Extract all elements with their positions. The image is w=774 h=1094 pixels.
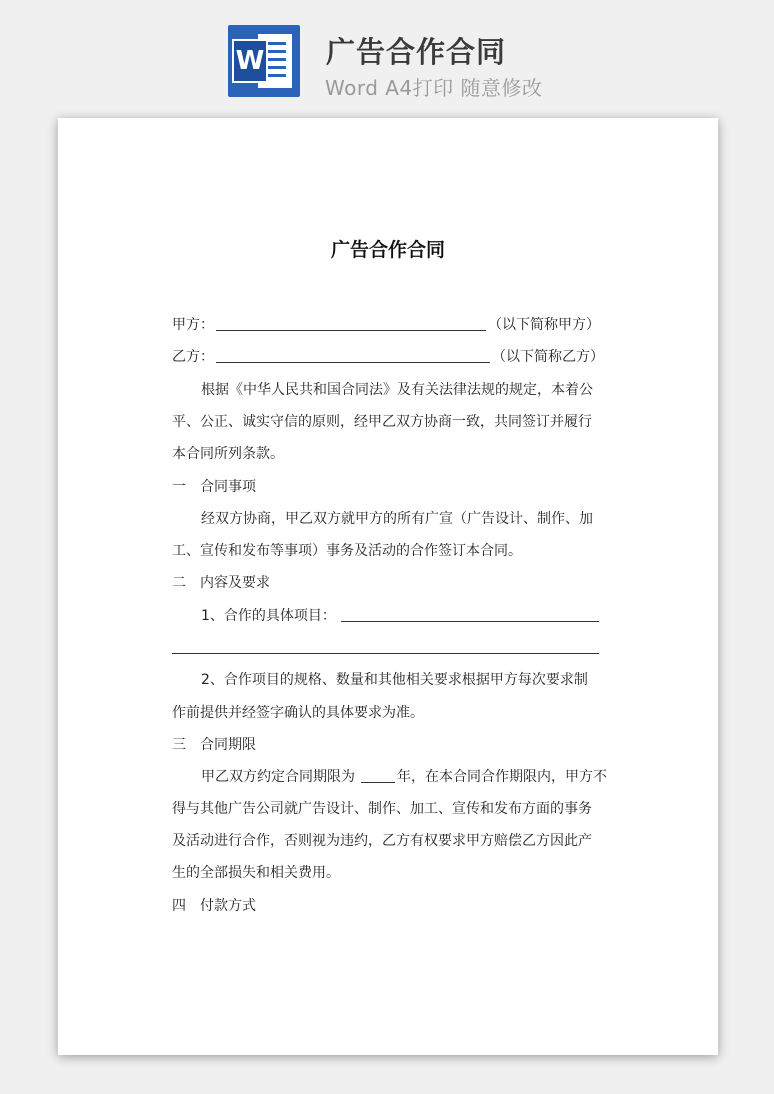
header-title: 广告合作合同 — [326, 35, 507, 69]
party-b-label: 乙方： — [172, 349, 214, 365]
party-a-blank[interactable] — [216, 330, 486, 331]
party-b-blank[interactable] — [216, 362, 490, 363]
intro-line: 根据《中华人民共和国合同法》及有关法律法规的规定，本着公 — [201, 382, 593, 398]
project-blank[interactable] — [341, 621, 599, 622]
section2-heading: 二 内容及要求 — [172, 575, 270, 591]
header-subtitle: Word A4打印 随意修改 — [325, 76, 543, 100]
word-icon — [228, 25, 300, 97]
document-title: 广告合作合同 — [330, 239, 445, 261]
header — [0, 0, 774, 110]
section1-line: 工、宣传和发布等事项）事务及活动的合作签订本合同。 — [172, 543, 522, 559]
section3-line: 生的全部损失和相关费用。 — [172, 865, 340, 881]
party-a-suffix: （以下简称甲方） — [488, 317, 600, 333]
section2-item2-line: 2、合作项目的规格、数量和其他相关要求根据甲方每次要求制 — [201, 672, 588, 688]
section2-item1: 1、合作的具体项目： — [201, 608, 336, 624]
project-blank-line2[interactable] — [172, 653, 599, 654]
section1-heading: 一 合同事项 — [172, 479, 256, 495]
section3-line1-a: 甲乙双方约定合同期限为 — [201, 769, 355, 785]
party-b-suffix: （以下简称乙方） — [492, 349, 604, 365]
intro-line: 本合同所列条款。 — [172, 446, 284, 462]
section3-line1-b: 年，在本合同合作期限内，甲方不 — [397, 769, 607, 785]
term-years-blank[interactable] — [361, 782, 395, 783]
party-a-label: 甲方： — [172, 317, 214, 333]
section4-heading: 四 付款方式 — [172, 898, 256, 914]
section1-line: 经双方协商，甲乙双方就甲方的所有广宣（广告设计、制作、加 — [201, 511, 593, 527]
section3-line: 得与其他广告公司就广告设计、制作、加工、宣传和发布方面的事务 — [172, 801, 592, 817]
section2-item2-line: 作前提供并经签字确认的具体要求为准。 — [172, 705, 424, 721]
section3-line: 及活动进行合作，否则视为违约，乙方有权要求甲方赔偿乙方因此产 — [172, 833, 592, 849]
word-icon-letter: W — [235, 46, 265, 76]
document-page — [58, 118, 718, 1055]
intro-line: 平、公正、诚实守信的原则，经甲乙双方协商一致，共同签订并履行 — [172, 414, 592, 430]
section3-heading: 三 合同期限 — [172, 737, 256, 753]
